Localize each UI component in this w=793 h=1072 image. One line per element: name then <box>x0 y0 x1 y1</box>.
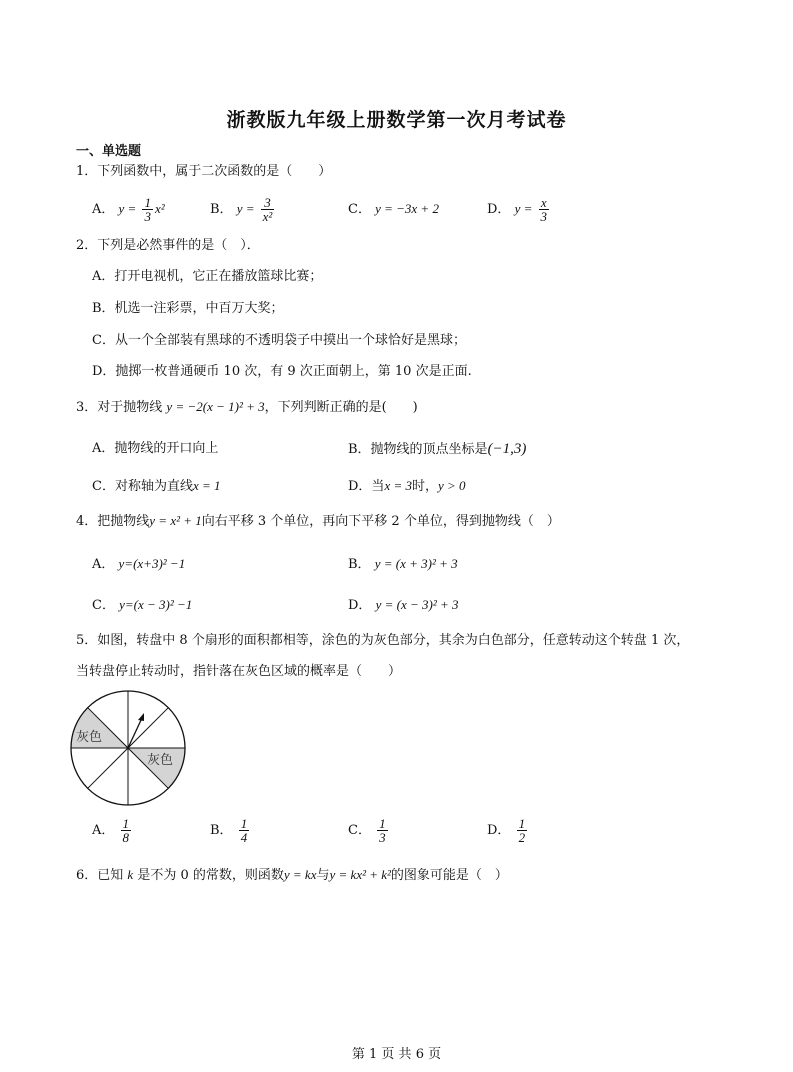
q1-a-fraction <box>142 196 153 223</box>
q1-b-fraction <box>261 196 275 223</box>
q1-a-label: A． <box>92 202 115 217</box>
q3-d-mid: 时， <box>411 479 438 494</box>
q1-a-den: 3 <box>144 209 151 224</box>
q5-option-d <box>487 817 529 844</box>
q3-stem-pre: 3．对于抛物线 <box>76 400 163 415</box>
q4-d-label: D． <box>348 598 372 613</box>
q5-stem-line2: 当转盘停止转动时，指针落在灰色区域的概率是（ ） <box>76 664 402 679</box>
q1-c-label: C． <box>348 202 371 217</box>
q1-option-c <box>348 200 439 219</box>
q3-option-a: A．抛物线的开口向上 <box>92 441 219 456</box>
page-footer: 第 1 页 共 6 页 <box>351 1047 442 1062</box>
q4-a-expr: y=(x+3)² −1 <box>118 556 186 571</box>
q1-option-b <box>210 196 276 223</box>
q5-a-fraction <box>121 817 132 844</box>
q2-stem: 2．下列是必然事件的是（ ）． <box>76 238 260 253</box>
q5-a-den: 8 <box>122 830 130 845</box>
q2-option-c: C．从一个全部装有黑球的不透明袋子中摸出一个球恰好是黑球； <box>92 333 466 348</box>
q3-stem-post: ，下列判断正确的是( ) <box>264 400 418 415</box>
q3-stem <box>76 398 418 417</box>
q4-stem-post: 向右平移 3 个单位，再向下平移 2 个单位，得到抛物线（ ） <box>201 514 560 529</box>
q5-option-a <box>92 817 133 844</box>
q4-option-b <box>348 555 458 574</box>
q6-expr2: y = kx² + k² <box>329 867 391 882</box>
q1-b-label: B． <box>210 202 233 217</box>
q1-option-a <box>92 196 165 223</box>
q6-stem <box>76 866 508 885</box>
q4-stem-expr: y = x² + 1 <box>149 513 202 528</box>
q3-d-expr2: y > 0 <box>438 478 466 493</box>
q5-a-num: 1 <box>122 816 130 831</box>
q1-a-post: x² <box>154 201 165 216</box>
q3-b-text: B．抛物线的顶点坐标是 <box>348 442 488 457</box>
spinner-pointer-head <box>138 713 144 721</box>
q3-c-text: C．对称轴为直线 <box>92 479 193 494</box>
q5-d-label: D． <box>487 823 511 838</box>
q1-b-num: 3 <box>261 196 275 210</box>
q4-option-c <box>92 596 192 615</box>
q5-c-label: C． <box>348 823 371 838</box>
q5-stem-line1: 5．如图，转盘中 8 个扇形的面积都相等，涂色的为灰色部分，其余为白色部分，任意转动这个转盘 1 次， <box>76 633 690 648</box>
q1-b-pre: y = <box>236 201 255 216</box>
q5-option-b <box>210 817 251 844</box>
q5-c-fraction <box>377 817 388 844</box>
q4-a-label: A． <box>92 557 115 572</box>
q1-d-fraction <box>539 196 550 223</box>
q4-d-expr: y = (x − 3)² + 3 <box>375 597 459 612</box>
q3-stem-expr: y = −2(x − 1)² + 3 <box>166 399 265 414</box>
q2-option-d: D．抛掷一枚普通硬币 10 次，有 9 次正面朝上，第 10 次是正面. <box>92 364 472 379</box>
q1-option-d <box>487 196 551 223</box>
q3-d-expr1: x = 3 <box>384 478 412 493</box>
q5-c-den: 3 <box>379 830 386 845</box>
q5-b-den: 4 <box>240 830 248 845</box>
spinner-pointer <box>128 718 142 748</box>
q6-stem-pre: 6．已知 <box>76 868 124 883</box>
q5-b-label: B． <box>210 823 233 838</box>
q3-option-d <box>348 477 466 496</box>
q3-d-text: D．当 <box>348 479 385 494</box>
spinner-label-gray-1: 灰色 <box>76 730 103 745</box>
q6-stem-mid2: 与 <box>316 868 330 883</box>
q6-stem-mid1: 是不为 0 的常数，则函数 <box>137 868 284 883</box>
q6-expr1: y = kx <box>283 867 317 882</box>
spinner-label-gray-2: 灰色 <box>147 753 174 768</box>
spinner-figure <box>68 690 188 810</box>
q3-b-expr: (−1,3) <box>487 441 527 457</box>
q5-c-num: 1 <box>379 816 386 831</box>
q4-option-d <box>348 596 459 615</box>
q5-d-fraction <box>517 817 528 844</box>
q1-c-expr: y = −3x + 2 <box>375 201 439 216</box>
section-heading: 一、单选题 <box>76 144 142 159</box>
q1-d-num: x <box>539 196 550 210</box>
q5-b-fraction <box>239 817 250 844</box>
page-title: 浙教版九年级上册数学第一次月考试卷 <box>226 109 567 131</box>
q5-b-num: 1 <box>240 816 248 831</box>
q2-option-b: B．机选一注彩票，中百万大奖； <box>92 301 284 316</box>
q4-stem <box>76 512 560 531</box>
q6-stem-post: 的图象可能是（ ） <box>390 868 508 883</box>
q1-b-den: x² <box>262 209 273 224</box>
q4-b-label: B． <box>348 557 371 572</box>
q5-a-label: A． <box>92 823 115 838</box>
q1-d-pre: y = <box>514 201 533 216</box>
q4-stem-pre: 4．把抛物线 <box>76 514 150 529</box>
q1-stem: 1．下列函数中，属于二次函数的是（ ） <box>76 164 332 179</box>
q3-c-expr: x = 1 <box>192 478 221 493</box>
q5-option-c <box>348 817 390 844</box>
q1-a-num: 1 <box>144 195 151 210</box>
q1-d-label: D． <box>487 202 511 217</box>
q4-b-expr: y = (x + 3)² + 3 <box>374 556 458 571</box>
q4-c-expr: y=(x − 3)² −1 <box>119 597 193 612</box>
q5-d-num: 1 <box>518 816 526 831</box>
q3-option-b <box>348 440 526 459</box>
q2-option-a: A．打开电视机，它正在播放篮球比赛； <box>92 269 323 284</box>
q5-d-den: 2 <box>518 830 526 845</box>
q3-option-c <box>92 477 221 496</box>
q1-a-pre: y = <box>118 201 137 216</box>
q4-c-label: C． <box>92 598 115 613</box>
q4-option-a <box>92 555 185 574</box>
q6-k: k <box>127 867 134 882</box>
q1-d-den: 3 <box>540 209 548 224</box>
